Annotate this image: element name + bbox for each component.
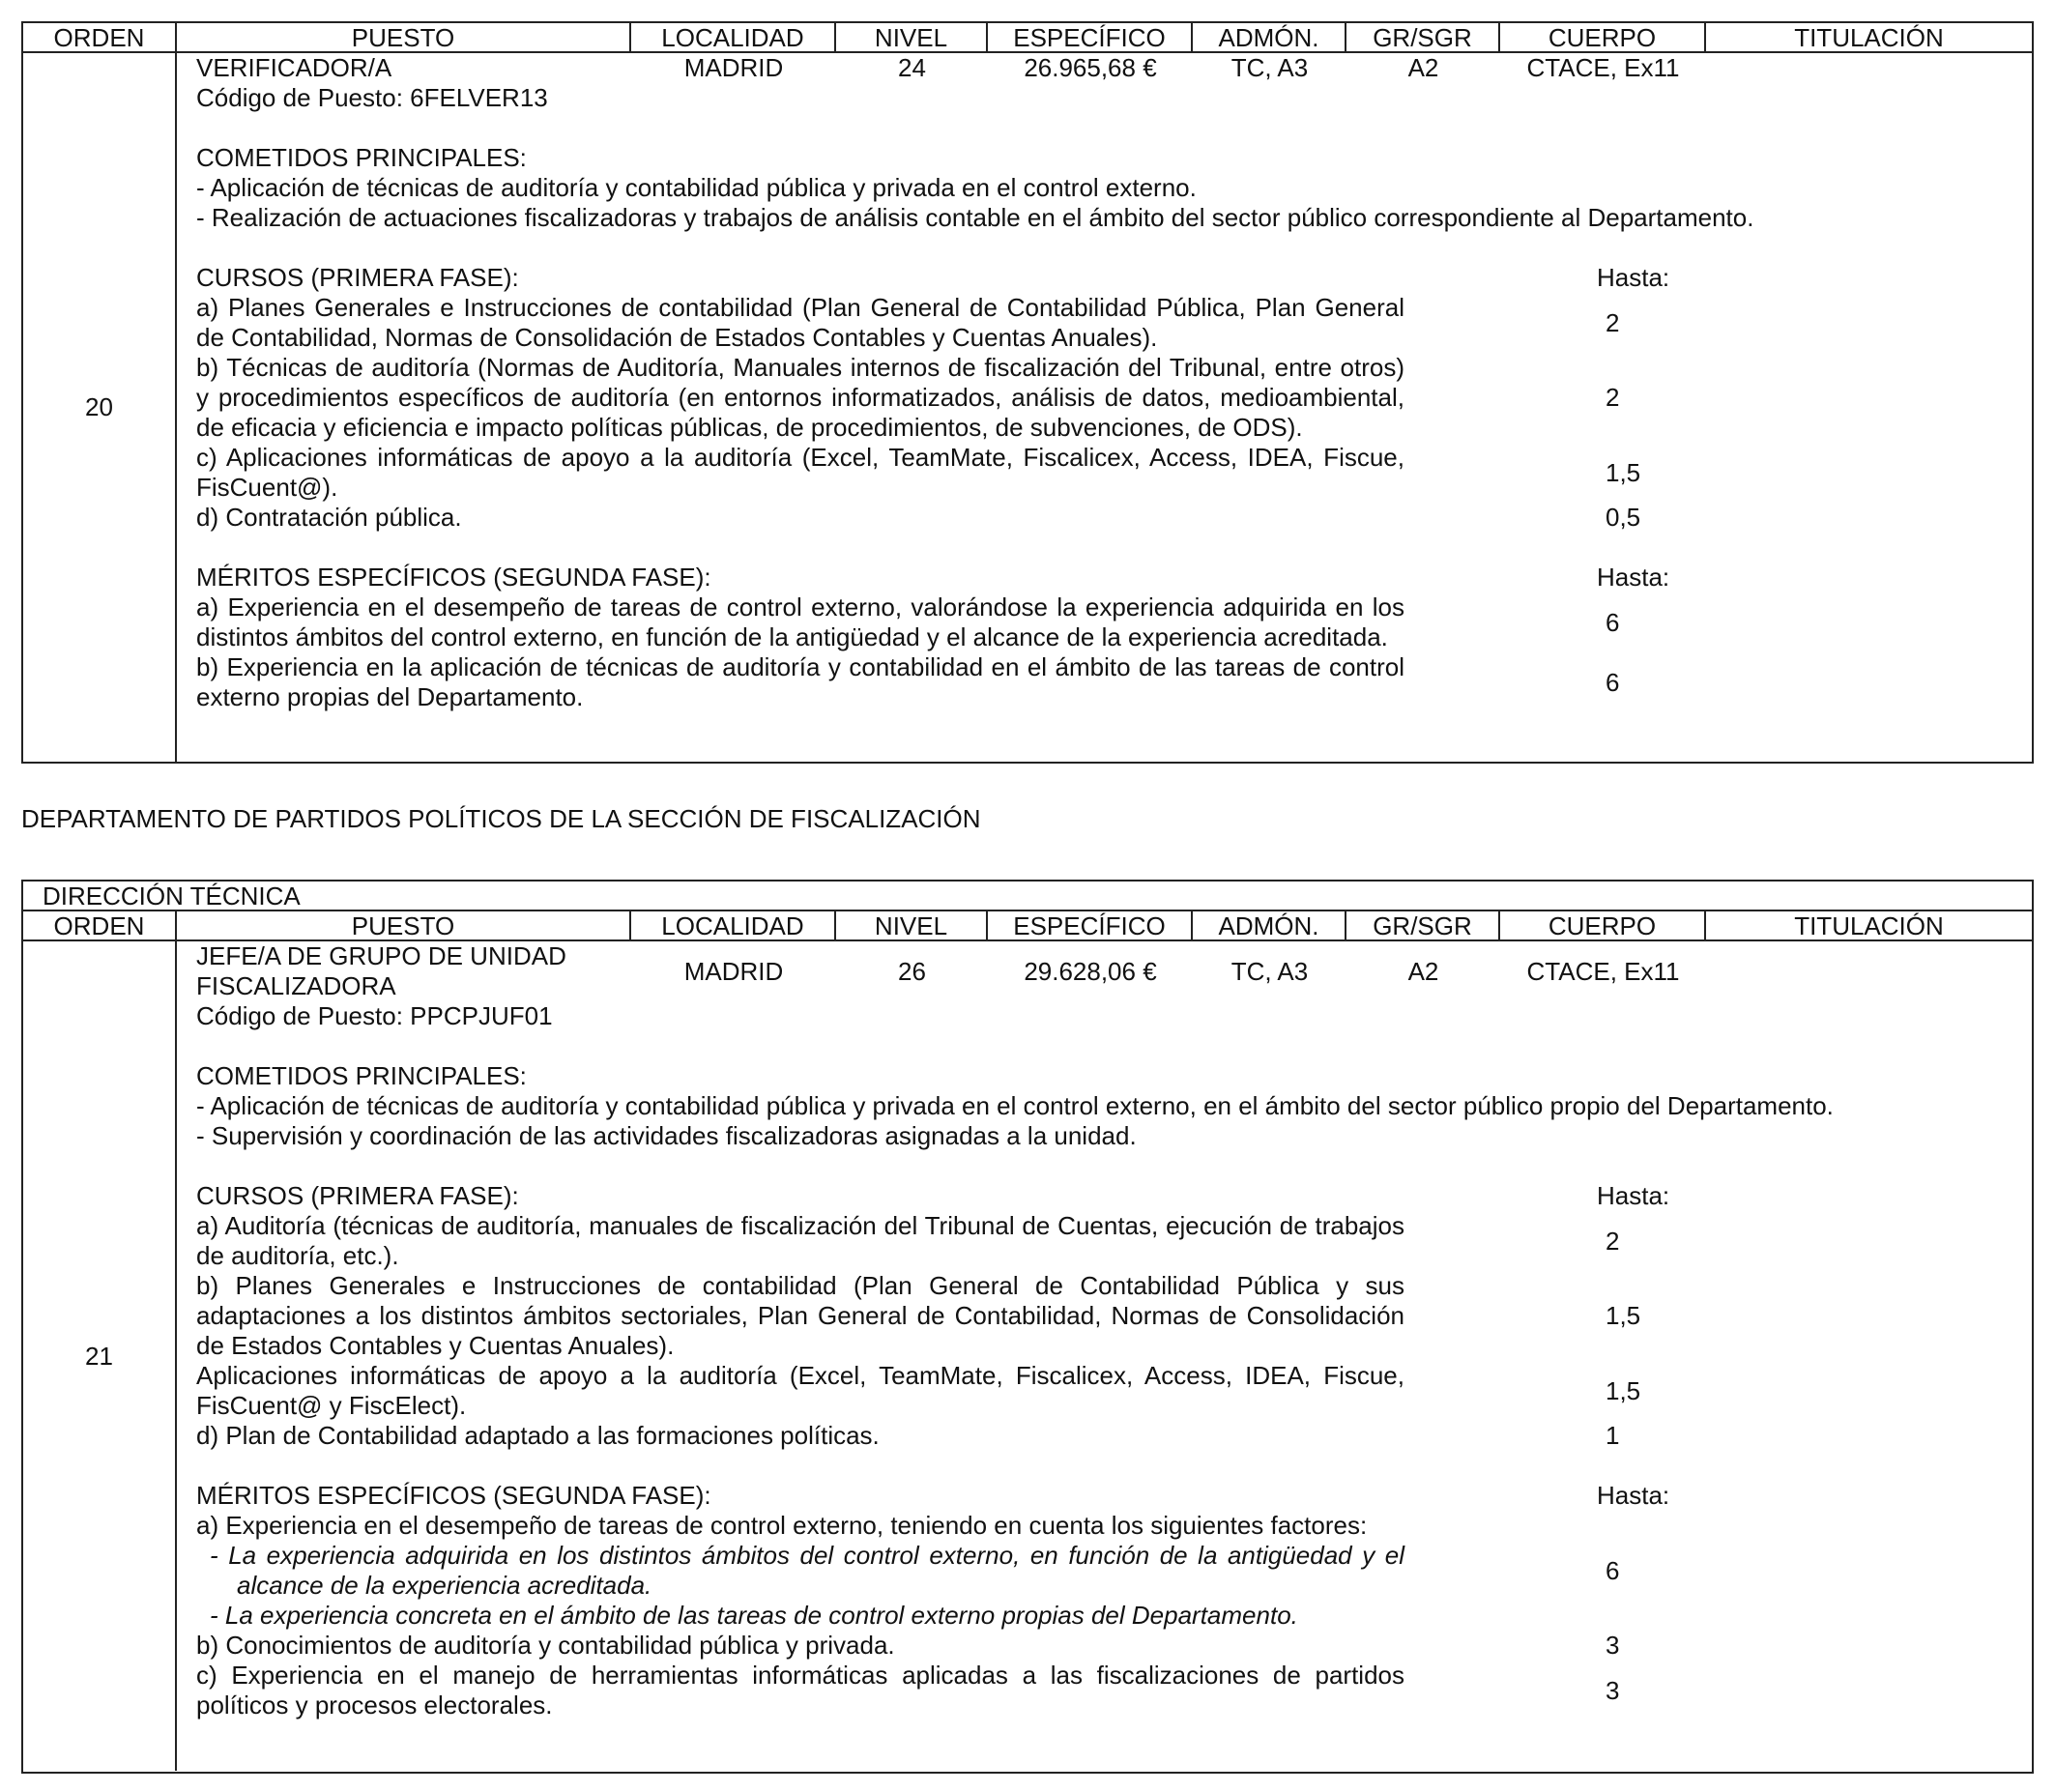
- curso-item: [196, 443, 2032, 503]
- cometido-item: - Realización de actuaciones fiscalizadoras y trabajos de análisis contable en el ámbito del sector público correspondiente al Departamento.: [196, 203, 1754, 232]
- admon-value: TC, A3: [1230, 53, 1309, 82]
- merito-text: b) Conocimientos de auditoría y contabilidad pública y privada.: [196, 1631, 895, 1660]
- puesto-name: VERIFICADOR/A: [196, 53, 392, 82]
- nivel-value: 24: [898, 53, 926, 82]
- meritos-title: MÉRITOS ESPECÍFICOS (SEGUNDA FASE):: [196, 563, 711, 592]
- header-nivel: NIVEL: [836, 911, 988, 941]
- merito-text: c) Experiencia en el manejo de herramientas informáticas aplicadas a las fiscalizaciones de partidos políticos y procesos electorales.: [196, 1661, 1404, 1720]
- cursos-title: CURSOS (PRIMERA FASE):: [196, 1181, 519, 1210]
- position-table-20: [21, 21, 2034, 764]
- curso-item: [196, 293, 2032, 353]
- header-puesto: PUESTO: [177, 911, 631, 941]
- merito-text: b) Experiencia en la aplicación de técnicas de auditoría y contabilidad en el ámbito de las tareas de control externo propias del Departamento.: [196, 652, 1404, 711]
- header-grsgr: GR/SGR: [1346, 911, 1500, 941]
- curso-item: [196, 1211, 2032, 1271]
- curso-text: a) Planes Generales e Instrucciones de contabilidad (Plan General de Contabilidad Pública, Plan General de Contabilidad, Normas de Consolidación de Estados Contables y Cuentas Anuales).: [196, 293, 1404, 352]
- table-header: [23, 23, 2032, 53]
- curso-value: 1: [1606, 1421, 1620, 1450]
- nivel-value: 26: [898, 956, 926, 986]
- hasta-label: Hasta:: [1597, 563, 1670, 592]
- merito-value: 3: [1606, 1631, 1620, 1660]
- hasta-label: Hasta:: [1597, 1481, 1670, 1510]
- position-table-21: [21, 880, 2034, 1774]
- position-details: [177, 53, 2032, 762]
- titulacion-value: [1706, 53, 2032, 83]
- cursos-title: CURSOS (PRIMERA FASE):: [196, 263, 519, 292]
- header-admon: ADMÓN.: [1193, 23, 1346, 53]
- header-orden: ORDEN: [23, 911, 177, 941]
- grsgr-value: A2: [1407, 956, 1439, 986]
- curso-text: b) Planes Generales e Instrucciones de contabilidad (Plan General de Contabilidad Pública y sus adaptaciones a los distintos ámbitos sectoriales, Plan General de Contabilidad, Normas de Consolidación de Estados Contables y Cuentas Anuales).: [196, 1271, 1404, 1360]
- merito-bullet: - La experiencia concreta en el ámbito de las tareas de control externo propias del Departamento.: [210, 1601, 1298, 1630]
- header-orden: ORDEN: [23, 23, 177, 53]
- header-puesto: PUESTO: [177, 23, 631, 53]
- meritos-title: MÉRITOS ESPECÍFICOS (SEGUNDA FASE):: [196, 1481, 711, 1510]
- cometido-item: - Supervisión y coordinación de las actividades fiscalizadoras asignadas a la unidad.: [196, 1121, 1137, 1150]
- admon-value: TC, A3: [1230, 956, 1309, 986]
- curso-value: 1,5: [1606, 1301, 1641, 1330]
- curso-value: 2: [1606, 1226, 1620, 1256]
- header-cuerpo: CUERPO: [1500, 911, 1706, 941]
- header-nivel: NIVEL: [836, 23, 988, 53]
- header-titulacion: TITULACIÓN: [1706, 23, 2032, 53]
- department-title: DEPARTAMENTO DE PARTIDOS POLÍTICOS DE LA SECCIÓN DE FISCALIZACIÓN: [21, 804, 981, 833]
- curso-value: 2: [1606, 307, 1620, 337]
- merito-item: [196, 1661, 2032, 1720]
- cuerpo-value: CTACE, Ex11: [1526, 956, 1680, 986]
- cometido-item: - Aplicación de técnicas de auditoría y contabilidad pública y privada en el control externo.: [196, 173, 1197, 202]
- cometido-item: - Aplicación de técnicas de auditoría y contabilidad pública y privada en el control externo, en el ámbito del sector público propio del Departamento.: [196, 1091, 1834, 1120]
- especifico-value: 26.965,68 €: [1024, 53, 1157, 82]
- curso-value: 1,5: [1606, 457, 1641, 487]
- header-localidad: LOCALIDAD: [631, 911, 836, 941]
- curso-text: c) Aplicaciones informáticas de apoyo a la auditoría (Excel, TeamMate, Fiscalicex, Access, IDEA, Fiscue, FisCuent@).: [196, 443, 1404, 502]
- codigo-puesto: Código de Puesto: PPCPJUF01: [196, 1001, 553, 1030]
- curso-value: 2: [1606, 383, 1620, 412]
- curso-value: 1,5: [1606, 1375, 1641, 1405]
- header-admon: ADMÓN.: [1193, 911, 1346, 941]
- header-cuerpo: CUERPO: [1500, 23, 1706, 53]
- localidad-value: MADRID: [683, 53, 784, 82]
- orden-number: 20: [23, 53, 177, 762]
- header-grsgr: GR/SGR: [1346, 23, 1500, 53]
- curso-text: d) Plan de Contabilidad adaptado a las formaciones políticas.: [196, 1421, 880, 1450]
- cursos-header: [196, 1181, 2032, 1211]
- curso-item: [196, 1361, 2032, 1421]
- hasta-label: Hasta:: [1597, 263, 1670, 292]
- table-header: [23, 911, 2032, 941]
- cuerpo-value: CTACE, Ex11: [1526, 53, 1680, 82]
- merito-item: [196, 652, 2032, 712]
- curso-item: [196, 1421, 2032, 1451]
- cursos-header: [196, 263, 2032, 293]
- header-especifico: ESPECÍFICO: [988, 911, 1193, 941]
- header-titulacion: TITULACIÓN: [1706, 911, 2032, 941]
- table-row: [23, 941, 2032, 1771]
- especifico-value: 29.628,06 €: [1024, 956, 1157, 986]
- position-summary: [177, 941, 2032, 1001]
- grsgr-value: A2: [1407, 53, 1439, 82]
- merito-text: a) Experiencia en el desempeño de tareas de control externo, valorándose la experiencia adquirida en los distintos ámbitos del control externo, en función de la antigüedad y el alcance de la experiencia acreditada.: [196, 593, 1404, 651]
- merito-value: 6: [1606, 1555, 1620, 1585]
- localidad-value: MADRID: [683, 956, 784, 986]
- merito-text: a) Experiencia en el desempeño de tareas de control externo, teniendo en cuenta los siguientes factores:: [196, 1511, 1368, 1540]
- merito-value: 6: [1606, 667, 1620, 697]
- merito-item: [196, 593, 2032, 652]
- header-especifico: ESPECÍFICO: [988, 23, 1193, 53]
- curso-text: d) Contratación pública.: [196, 503, 462, 532]
- curso-value: 0,5: [1606, 503, 1641, 532]
- merito-item: [196, 1631, 2032, 1661]
- merito-bullet: - La experiencia adquirida en los distintos ámbitos del control externo, en función de la antigüedad y el alcance de la experiencia acreditada.: [210, 1541, 1404, 1600]
- header-localidad: LOCALIDAD: [631, 23, 836, 53]
- curso-text: a) Auditoría (técnicas de auditoría, manuales de fiscalización del Tribunal de Cuentas, ejecución de trabajos de auditoría, etc.).: [196, 1211, 1404, 1270]
- curso-text: Aplicaciones informáticas de apoyo a la auditoría (Excel, TeamMate, Fiscalicex, Access, IDEA, Fiscue, FisCuent@ y FiscElect).: [196, 1361, 1404, 1420]
- meritos-header: [196, 1481, 2032, 1511]
- curso-text: b) Técnicas de auditoría (Normas de Auditoría, Manuales internos de fiscalización del Tribunal, entre otros) y procedimientos específicos de auditoría (en entornos informatizados, análisis de datos, medioambiental, de eficacia y eficiencia e impacto políticas públicas, de procedimientos, de subvenciones, de ODS).: [196, 353, 1404, 442]
- curso-item: [196, 353, 2032, 443]
- curso-item: [196, 503, 2032, 533]
- table-row: [23, 53, 2032, 762]
- position-details: [177, 941, 2032, 1771]
- codigo-puesto: Código de Puesto: 6FELVER13: [196, 83, 548, 112]
- cometidos-title: COMETIDOS PRINCIPALES:: [196, 1061, 527, 1090]
- position-summary: [177, 53, 2032, 83]
- hasta-label: Hasta:: [1597, 1181, 1670, 1210]
- curso-item: [196, 1271, 2032, 1361]
- merito-value: 3: [1606, 1675, 1620, 1705]
- direccion-tecnica-title: DIRECCIÓN TÉCNICA: [23, 882, 2032, 911]
- merito-value: 6: [1606, 607, 1620, 637]
- merito-item: [196, 1511, 2032, 1631]
- cometidos-title: COMETIDOS PRINCIPALES:: [196, 143, 527, 172]
- puesto-name: JEFE/A DE GRUPO DE UNIDAD FISCALIZADORA: [196, 941, 566, 1000]
- orden-number: 21: [23, 941, 177, 1771]
- merito-a-group: [196, 1511, 1404, 1631]
- meritos-header: [196, 563, 2032, 593]
